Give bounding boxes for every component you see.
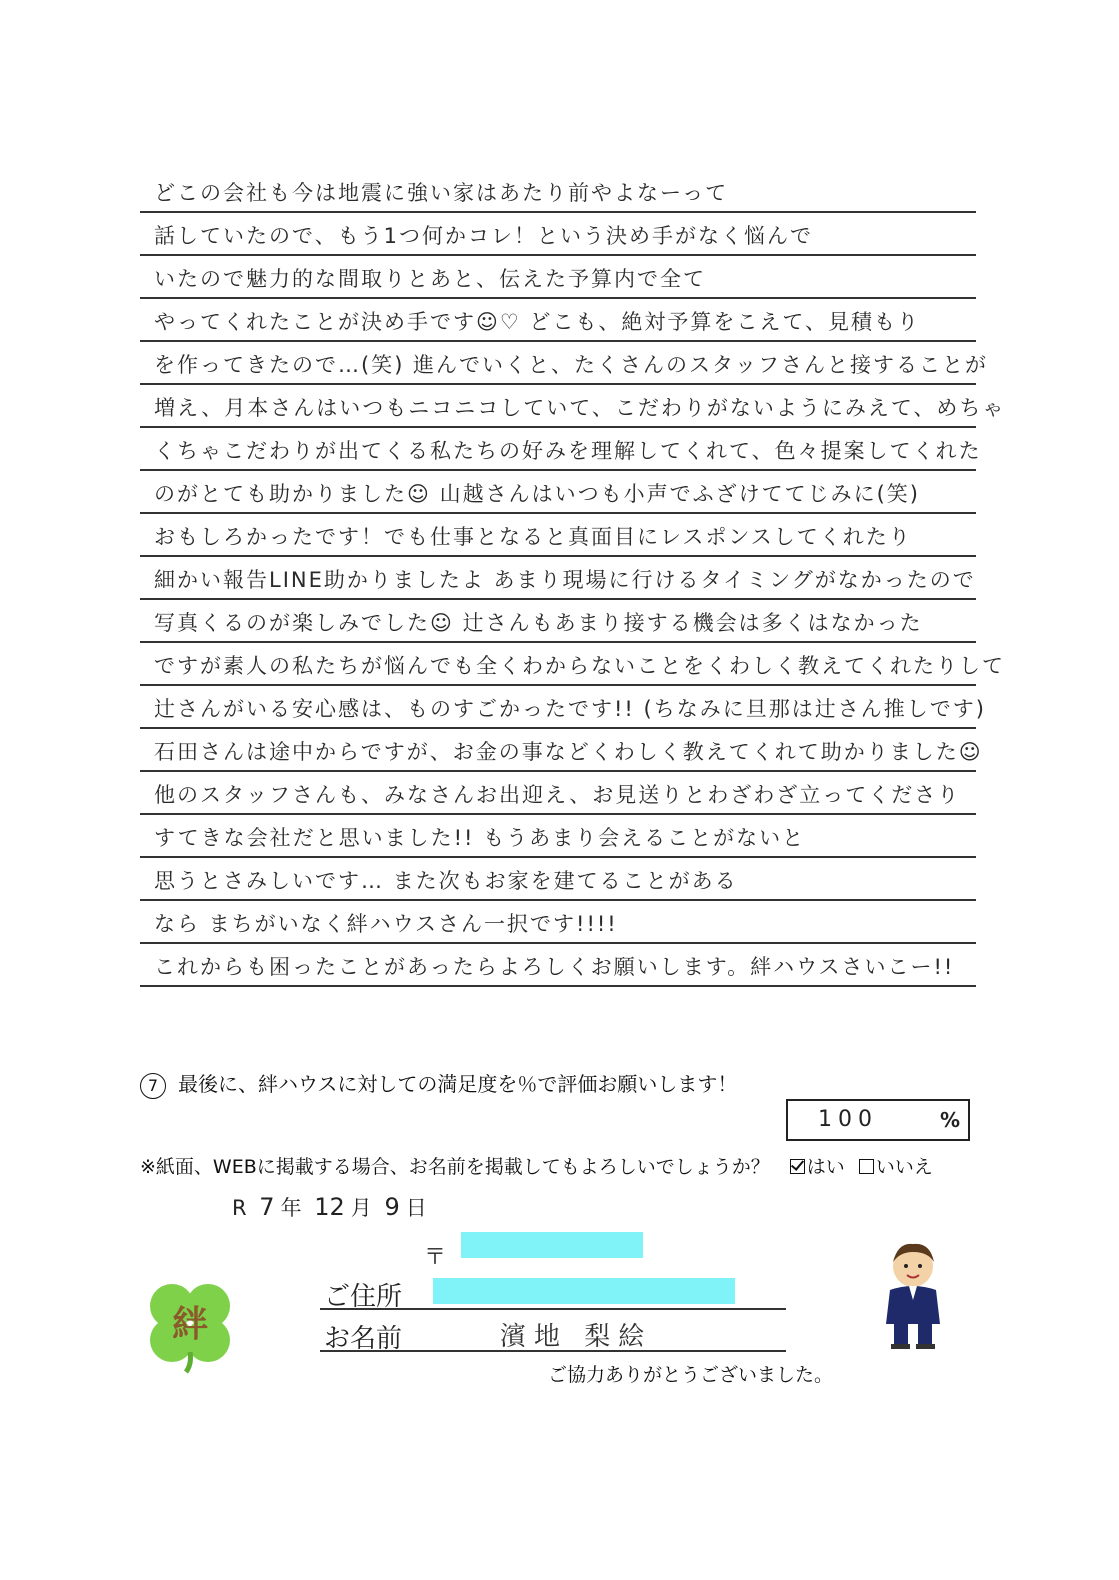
name-label: お名前 [324,1324,403,1354]
handwritten-line [140,772,976,815]
handwritten-line-text: 話していたので、もう1つ何かコレ！という決め手がなく悩んで [154,224,813,248]
handwritten-comment [140,170,1006,987]
handwritten-line-text: 写真くるのが楽しみでした☺ 辻さんもあまり接する機会は多くはなかった [154,611,923,635]
logo-text: 絆 [171,1304,209,1345]
consent-question [140,1152,933,1179]
handwritten-line [140,385,1006,428]
date-day-unit: 日 [405,1196,427,1220]
handwritten-line [140,514,976,557]
satisfaction-value: 100 [818,1107,878,1132]
handwritten-line [140,213,976,256]
handwritten-line-text: 辻さんがいる安心感は、ものすごかったです!! (ちなみに旦那は辻さん推しです) [154,697,986,721]
question-number: 7 [140,1073,166,1099]
no-checkbox[interactable] [859,1159,874,1174]
question-7 [140,1068,737,1099]
percent-unit: % [939,1108,960,1132]
yes-label: はい [806,1156,845,1178]
handwritten-line [140,944,976,987]
thanks-message: ご協力ありがとうございました。 [548,1364,834,1386]
handwritten-line-text: 増え、月本さんはいつもニコニコしていて、こだわりがないようにみえて、めちゃ [154,396,1006,420]
handwritten-line-text: 思うとさみしいです… また次もお家を建てることがある [154,869,738,893]
date-year: 7 [259,1193,275,1221]
date-month: 12 [314,1193,345,1221]
handwritten-line-text: どこの会社も今は地震に強い家はあたり前やよなーって [154,181,729,205]
handwritten-line [140,256,976,299]
redacted-postal-code [461,1232,643,1258]
address-label: ご住所 [324,1282,403,1312]
handwritten-line-text: なら まちがいなく絆ハウスさん一択です!!!! [154,912,618,936]
no-label: いいえ [875,1156,933,1178]
handwritten-line [140,170,976,213]
date [232,1192,427,1222]
handwritten-line-text: いたので魅力的な間取りとあと、伝えた予算内で全て [154,267,706,291]
handwritten-line [140,901,976,944]
handwritten-line-text: のがとても助かりました☺ 山越さんはいつも小声でふざけててじみに(笑) [154,482,920,506]
handwritten-line [140,471,976,514]
handwritten-line [140,643,1005,686]
satisfaction-box [786,1099,970,1141]
date-year-unit: 年 [280,1196,302,1220]
handwritten-line-text: くちゃこだわりが出てくる私たちの好みを理解してくれて、色々提案してくれた [154,439,982,463]
name-value: 濱地 梨絵 [500,1322,653,1352]
bowing-staff-icon [878,1240,948,1350]
handwritten-line [140,428,982,471]
handwritten-line-text: 細かい報告LINE助かりましたよ あまり現場に行けるタイミングがなかったので [154,568,976,592]
question-text: 最後に、絆ハウスに対しての満足度を％で評価お願いします！ [178,1072,738,1096]
handwritten-line [140,557,976,600]
handwritten-line-text: すてきな会社だと思いました!! もうあまり会えることがないと [154,826,806,850]
handwritten-line-text: おもしろかったです！でも仕事となると真面目にレスポンスしてくれたり [154,525,912,549]
handwritten-line [140,815,976,858]
postal-mark: 〒 [424,1245,447,1270]
date-era: R [232,1196,247,1220]
date-day: 9 [384,1193,400,1221]
handwritten-line-text: 石田さんは途中からですが、お金の事などくわしく教えてくれて助かりました☺ [154,740,983,764]
handwritten-line [140,686,986,729]
redacted-address [433,1278,735,1304]
handwritten-line-text: これからも困ったことがあったらよろしくお願いします。絆ハウスさいこー!! [154,955,955,979]
handwritten-line [140,299,976,342]
handwritten-line [140,600,976,643]
handwritten-line-text: を作ってきたので…(笑) 進んでいくと、たくさんのスタッフさんと接することが [154,353,989,377]
address-underline [320,1308,786,1310]
handwritten-line [140,342,989,385]
date-month-unit: 月 [350,1196,372,1220]
yes-checkbox[interactable] [790,1159,805,1174]
handwritten-line-text: やってくれたことが決め手です☺♡ どこも、絶対予算をこえて、見積もり [154,310,920,334]
handwritten-line-text: 他のスタッフさんも、みなさんお出迎え、お見送りとわざわざ立ってくださり [154,783,961,807]
handwritten-line [140,858,976,901]
name-underline [320,1350,786,1352]
handwritten-line-text: ですが素人の私たちが悩んでも全くわからないことをくわしく教えてくれたりして [154,654,1005,678]
four-leaf-clover-logo-icon [142,1278,238,1374]
consent-text: ※紙面、WEBに掲載する場合、お名前を掲載してもよろしいでしょうか？ [140,1156,770,1178]
handwritten-line [140,729,983,772]
